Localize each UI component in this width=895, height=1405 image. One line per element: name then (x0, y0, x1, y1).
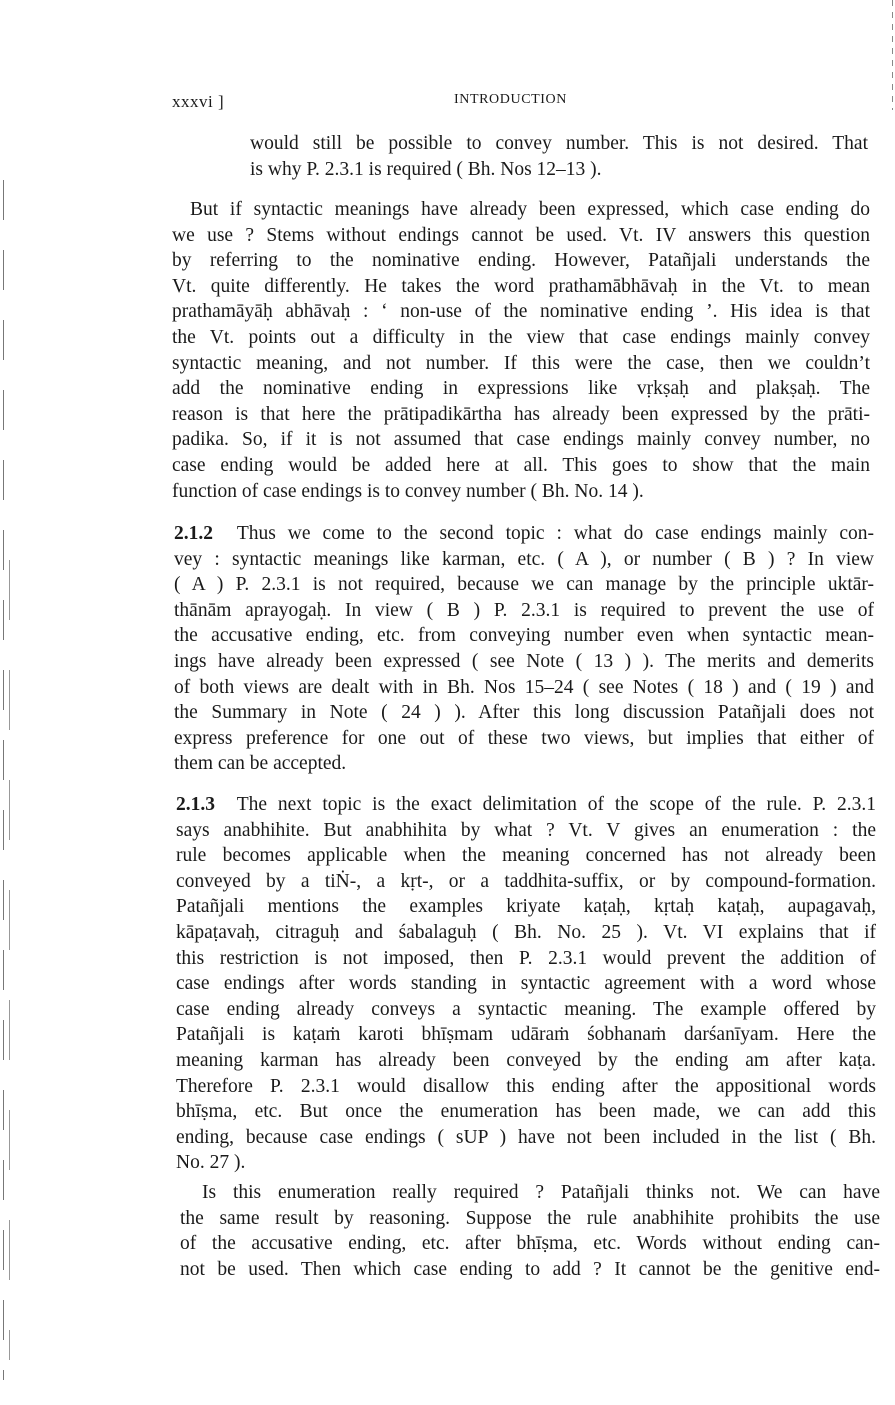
text-line: this restriction is not imposed, then P. 2.3.1 would prevent the addition of (176, 947, 876, 969)
scan-edge-mark (3, 180, 4, 1380)
text-line: by referring to the nominative ending. However, Patañjali understands the (172, 250, 870, 272)
text-line: Vt. quite differently. He takes the word prathamābhāvaḥ in the Vt. to mean (172, 275, 870, 297)
page-header (172, 92, 872, 116)
text-line: case ending would be added here at all. This goes to show that the main (172, 454, 870, 476)
text-line: syntactic meaning, and not number. If this were the case, then we couldn’t (172, 352, 870, 374)
text-line-content: Thus we come to the second topic : what do case endings mainly con- (236, 523, 874, 544)
section-number: 2.1.2 (174, 523, 213, 544)
text-line (176, 792, 876, 818)
text-line: the same result by reasoning. Suppose the rule anabhihite prohibits the use (180, 1207, 880, 1229)
text-line: would still be possible to convey number. This is not desired. That (250, 133, 868, 154)
text-line: case endings after words standing in syntactic agreement with a word whose (176, 973, 876, 995)
text-line: of both views are dealt with in Bh. Nos 15–24 ( see Notes ( 18 ) and ( 19 ) and (174, 676, 874, 698)
text-line: rule becomes applicable when the meaning concerned has not already been (176, 845, 876, 867)
text-line: conveyed by a tiṄ-, a kṛt-, or a taddhita-suffix, or by compound-formation. (176, 870, 876, 892)
text-line: Therefore P. 2.3.1 would disallow this ending after the appositional words (176, 1075, 876, 1097)
text-line: Patañjali is kaṭaṁ karoti bhīṣmam udāraṁ śobhanaṁ darśanīyam. Here the (176, 1024, 876, 1046)
text-line: meaning karman has already been conveyed by the ending am after kaṭa. (176, 1049, 876, 1071)
running-head: INTRODUCTION (454, 92, 567, 107)
text-line: the accusative ending, etc. from conveying number even when syntactic mean- (174, 625, 874, 647)
paragraph-section-2-1-2 (174, 521, 874, 777)
text-line: case ending already conveys a syntactic meaning. The example offered by (176, 998, 876, 1020)
text-line: No. 27 ). (176, 1152, 246, 1174)
text-line: vey : syntactic meanings like karman, etc. ( A ), or number ( B ) ? In view (174, 548, 874, 570)
text-line-content: The next topic is the exact delimitation of the scope of the rule. P. 2.3.1 (236, 794, 876, 815)
text-line: bhīṣma, etc. But once the enumeration has been made, we can add this (176, 1101, 876, 1123)
section-number: 2.1.3 (176, 794, 215, 815)
text-line: Is this enumeration really required ? Patañjali thinks not. We can have (202, 1182, 880, 1203)
text-line: kāpaṭavaḥ, citraguḥ and śabalaguḥ ( Bh. No. 25 ). Vt. VI explains that if (176, 921, 876, 943)
text-line: thānām aprayogaḥ. In view ( B ) P. 2.3.1 is required to prevent the use of (174, 599, 874, 621)
text-line: express preference for one out of these two views, but implies that either of (174, 727, 874, 749)
text-line: But if syntactic meanings have already been expressed, which case ending do (190, 199, 870, 220)
text-line: Patañjali mentions the examples kriyate kaṭaḥ, kṛtaḥ kaṭaḥ, aupagavaḥ, (176, 896, 876, 918)
scan-edge-mark (9, 560, 10, 1360)
text-line: is why P. 2.3.1 is required ( Bh. Nos 12–13 ). (250, 158, 602, 180)
paragraph (172, 197, 870, 504)
text-line: the Summary in Note ( 24 ) ). After this long discussion Patañjali does not (174, 702, 874, 724)
text-line: says anabhihite. But anabhihita by what ? Vt. V gives an enumeration : the (176, 819, 876, 841)
text-line: ( A ) P. 2.3.1 is not required, because we can manage by the principle uktār- (174, 574, 874, 596)
text-line: we use ? Stems without endings cannot be used. Vt. IV answers this question (172, 224, 870, 246)
text-line: reason is that here the prātipadikārtha has already been expressed by the prāti- (172, 403, 870, 425)
text-line: ings have already been expressed ( see Note ( 13 ) ). The merits and demerits (174, 650, 874, 672)
paragraph (180, 1180, 880, 1282)
text-line: ending, because case endings ( sUP ) have not been included in the list ( Bh. (176, 1126, 876, 1148)
scan-edge-mark (892, 0, 893, 110)
paragraph-section-2-1-3 (176, 792, 876, 1176)
text-line: padika. So, if it is not assumed that case endings mainly convey number, no (172, 429, 870, 451)
text-line: them can be accepted. (174, 753, 347, 775)
text-line: not be used. Then which case ending to add ? It cannot be the genitive end- (180, 1258, 880, 1280)
page-number: xxxvi ] (172, 92, 225, 111)
text-line: function of case endings is to convey number ( Bh. No. 14 ). (172, 480, 644, 502)
text-line (174, 521, 874, 547)
text-line: add the nominative ending in expressions like vṛkṣaḥ and plakṣaḥ. The (172, 378, 870, 400)
text-line: prathamāyāḥ abhāvaḥ : ‘ non-use of the nominative ending ’. His idea is that (172, 301, 870, 323)
text-line: of the accusative ending, etc. after bhīṣma, etc. Words without ending can- (180, 1233, 880, 1255)
text-line: the Vt. points out a difficulty in the view that case endings mainly convey (172, 326, 870, 348)
paragraph-continuation (250, 131, 868, 182)
